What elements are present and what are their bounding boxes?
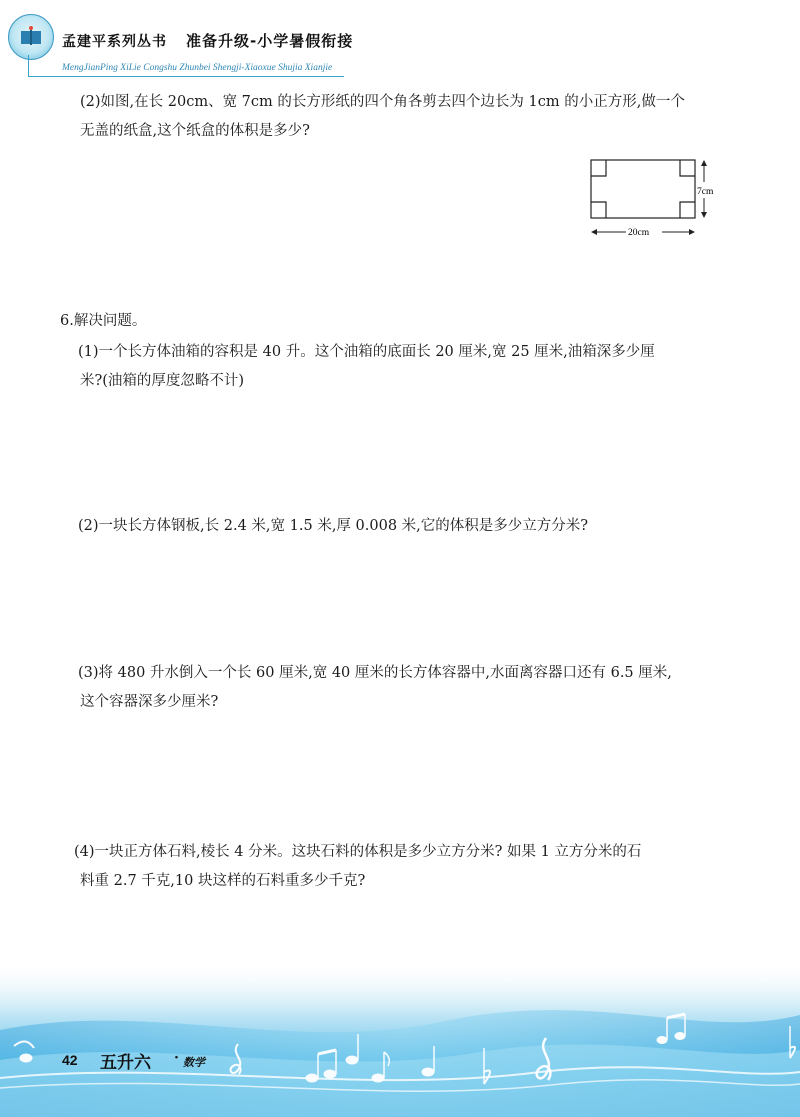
header-rule — [28, 76, 344, 77]
subject-label: 数学 — [183, 1056, 205, 1069]
series-title: 孟建平系列丛书 — [62, 34, 167, 50]
book-title: 准备升级-小学暑假衔接 — [186, 32, 354, 50]
width-arrow-top — [701, 160, 707, 166]
length-arrow-right — [689, 229, 695, 235]
length-label: 20cm — [628, 228, 650, 238]
pinyin-subtitle: MengJianPing XiLie Congshu Zhunbei Shengji-Xiaoxue Shujia Xianjie — [62, 63, 333, 73]
book-icon — [18, 24, 44, 50]
width-arrow-bottom — [701, 212, 707, 218]
publisher-logo — [8, 14, 54, 60]
separator-dot: · — [174, 1050, 179, 1066]
corner-square-top-left — [591, 160, 606, 176]
corner-square-top-right — [680, 160, 695, 176]
page-header — [0, 0, 800, 90]
box-net-figure — [584, 158, 724, 240]
question-5-2-line-2: 无盖的纸盒,这个纸盒的体积是多少? — [80, 123, 310, 139]
section-6-title: 6.解决问题。 — [60, 313, 147, 329]
question-6-1-line-2: 米?(油箱的厚度忽略不计) — [80, 373, 245, 389]
question-5-2-line-1: (2)如图,在长 20cm、宽 7cm 的长方形纸的四个角各剪去四个边长为 1cm 的小正方形,做一个 — [80, 94, 685, 110]
header-rule-vertical — [28, 55, 29, 77]
question-6-1-line-1: (1)一个长方体油箱的容积是 40 升。这个油箱的底面长 20 厘米,宽 25 厘米,油箱深多少厘 — [78, 344, 655, 360]
page-number: 42 — [62, 1052, 78, 1068]
length-arrow-left — [591, 229, 597, 235]
corner-square-bottom-right — [680, 202, 695, 218]
question-6-4-line-1: (4)一块正方体石料,棱长 4 分米。这块石料的体积是多少立方分米? 如果 1 立方分米的石 — [74, 844, 642, 860]
corner-square-bottom-left — [591, 202, 606, 218]
width-label: 7cm — [697, 187, 714, 197]
grade-label: 五升六 — [100, 1053, 151, 1073]
question-6-3-line-1: (3)将 480 升水倒入一个长 60 厘米,宽 40 厘米的长方体容器中,水面离容器口还有 6.5 厘米, — [78, 665, 672, 681]
question-6-4-line-2: 料重 2.7 千克,10 块这样的石料重多少千克? — [80, 873, 366, 889]
question-6-3-line-2: 这个容器深多少厘米? — [80, 694, 219, 710]
footer-wave-band — [0, 960, 800, 1117]
question-6-2-line-1: (2)一块长方体钢板,长 2.4 米,宽 1.5 米,厚 0.008 米,它的体积是多少立方分米? — [78, 518, 589, 534]
